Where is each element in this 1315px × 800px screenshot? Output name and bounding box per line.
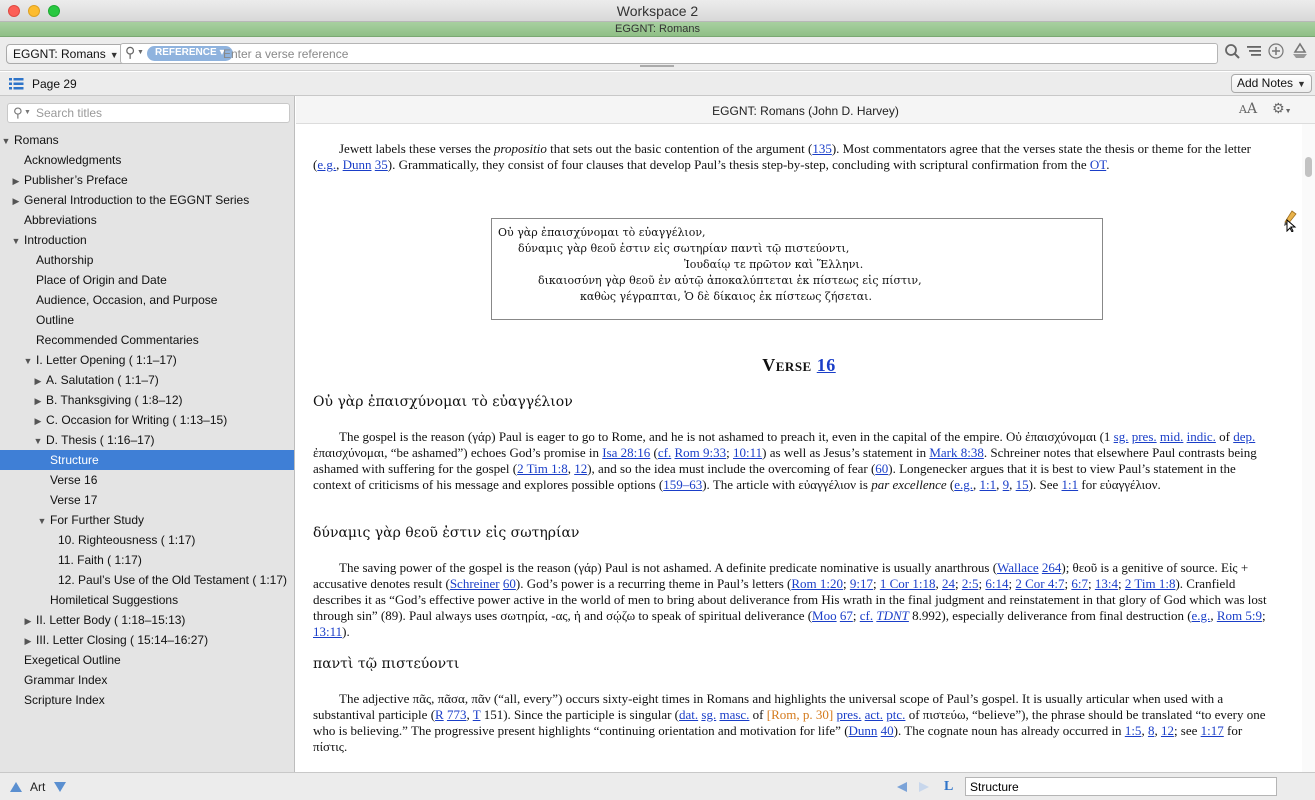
reference-link[interactable]: pres. (1131, 429, 1157, 444)
reference-link[interactable]: 10:11 (733, 445, 763, 460)
location-input[interactable] (970, 779, 1270, 794)
sidebar-item-label: For Further Study (50, 513, 145, 527)
reference-box[interactable] (120, 43, 1218, 64)
reference-link[interactable]: pres. (836, 707, 862, 722)
window-title: Workspace 2 (616, 3, 699, 19)
verse-number-link[interactable]: 16 (816, 355, 836, 375)
page-label: Page 29 (32, 77, 77, 91)
greek-line: Οὐ γὰρ ἐπαισχύνομαι τὸ εὐαγγέλιον, (498, 226, 706, 239)
sidebar-item[interactable] (0, 630, 294, 650)
link-set-icon[interactable]: L (944, 779, 954, 794)
sidebar-item-label: A. Salutation ( 1:1–7) (46, 373, 159, 387)
gear-icon[interactable]: ⚙▼ (1272, 100, 1292, 116)
paragraph: The gospel is the reason (γάρ) Paul is eager to go to Rome, and he is not ashamed to preach it, even in the capital of the empire. Οὐ ἐπαισχύνομαι (1 sg. pres. mid. indic. of dep. ἐπαισχύνομαι, “be ashamed”) echoes God’s promise in Isa 28:16 (cf. Rom 9:33; 10:11) as well as Jesus’s statement in Mark 8:38. Schreiner notes that elsewhere Paul contrasts being ashamed with suffering for the gospel (2 Tim 1:8, 12), and so the idea must include the overcoming of fear (60). Longenecker argues that it is best to view Paul’s statement in the context of criticisms of his message and explores possible options (159–63). The article with εὐαγγέλιον is par excellence (e.g., 1:1, 9, 15). See 1:1 for εὐαγγέλιον. (313, 429, 1257, 492)
sidebar-item-label: Structure (50, 453, 99, 467)
sidebar-item[interactable] (0, 370, 294, 390)
resource-title: EGGNT: Romans (615, 23, 700, 35)
paragraph: The adjective πᾶς, πᾶσα, πᾶν (“all, every”) occurs sixty-eight times in Romans and highlights the universal scope of Paul’s gospel. It is usually articular when used with a substantival participle (R 773, T 151). Since the participle is singular (dat. sg. masc. of [Rom, p. 30] pres. act. ptc. of πιστεύω, “believe”), the phrase should be translated “to every one who is believing.” The progressive present highlights “continuing orientation and motivation for life” (Dunn 40). The cognate noun has already occurred in 1:5, 8, 12; see 1:17 for πίστις. (313, 691, 1266, 754)
reference-link[interactable]: 12 (574, 461, 588, 476)
sidebar-item-label: D. Thesis ( 1:16–17) (46, 433, 155, 447)
title-search-input[interactable] (36, 106, 276, 120)
reference-link[interactable]: 35 (374, 157, 388, 172)
window-titlebar (0, 0, 1315, 22)
resize-handle[interactable] (640, 65, 674, 67)
sidebar-item-label: Scripture Index (24, 693, 105, 707)
greek-line: Ἰουδαίῳ τε πρῶτον καὶ Ἕλληνι. (684, 258, 864, 271)
resource-selector-label: EGGNT: Romans (13, 47, 106, 61)
sidebar-item[interactable] (0, 150, 294, 170)
reference-input[interactable] (223, 46, 1203, 61)
sidebar-item[interactable] (0, 570, 294, 590)
reference-link[interactable]: 15 (1015, 477, 1029, 492)
chevron-down-icon: ▼ (109, 50, 119, 60)
reference-link[interactable]: e.g. (317, 157, 337, 172)
reference-link[interactable]: act. (864, 707, 884, 722)
disclosure-closed-icon[interactable]: ▶ (12, 196, 20, 206)
reference-link[interactable]: 159–63 (663, 477, 703, 492)
chevron-down-icon: ▼ (137, 49, 144, 56)
sidebar-item[interactable] (0, 430, 294, 450)
reference-link[interactable]: 67 (839, 608, 853, 623)
bottom-bar (0, 772, 1315, 800)
sidebar-item-label: Homiletical Suggestions (50, 593, 179, 607)
sidebar-item-label: B. Thanksgiving ( 1:8–12) (46, 393, 183, 407)
disclosure-closed-icon[interactable]: ▶ (34, 376, 42, 386)
sidebar-item[interactable] (0, 510, 294, 530)
reference-link[interactable]: 1:5 (1124, 723, 1142, 738)
sidebar-item[interactable] (0, 290, 294, 310)
sidebar-item[interactable] (0, 550, 294, 570)
search-icon: ⚲ (13, 105, 23, 120)
reference-link[interactable]: 40 (880, 723, 894, 738)
reference-link[interactable]: 9 (1002, 477, 1010, 492)
sidebar-item[interactable] (0, 490, 294, 510)
reference-link[interactable]: sg. (701, 707, 717, 722)
sidebar-item-label: Authorship (36, 253, 94, 267)
reference-link[interactable]: 24 (942, 576, 955, 591)
sidebar-item-label: Recommended Commentaries (36, 333, 199, 347)
sidebar-item-label: C. Occasion for Writing ( 1:13–15) (46, 413, 228, 427)
sidebar-item-label: 10. Righteousness ( 1:17) (58, 533, 196, 547)
add-icon[interactable] (1268, 43, 1284, 63)
sidebar-item[interactable] (0, 210, 294, 230)
disclosure-open-icon[interactable]: ▼ (11, 236, 21, 246)
reference-link[interactable]: OT (1089, 157, 1107, 172)
reference-link[interactable]: Dunn (848, 723, 878, 738)
sidebar-item[interactable] (0, 530, 294, 550)
disclosure-open-icon[interactable]: ▼ (33, 436, 43, 446)
reference-link[interactable]: dep. (1233, 429, 1256, 444)
reference-link[interactable]: cf. (859, 608, 874, 623)
back-arrow-icon[interactable] (896, 780, 908, 798)
disclosure-closed-icon[interactable]: ▶ (34, 396, 42, 406)
sidebar (0, 96, 295, 772)
chevron-down-icon: ▼ (24, 109, 31, 116)
reference-link[interactable]: 2 Tim 1:8 (517, 461, 568, 476)
sidebar-item-label: 11. Faith ( 1:17) (58, 553, 142, 567)
reference-link[interactable]: 1 Cor 1:18 (879, 576, 936, 591)
reference-link[interactable]: R (435, 707, 444, 722)
reference-link[interactable]: masc. (719, 707, 750, 722)
reference-link[interactable]: 60 (875, 461, 889, 476)
reference-tag-label: REFERENCE (155, 47, 217, 58)
reference-link[interactable]: Rom 5:9 (1216, 608, 1262, 623)
greek-line: δικαιοσύνη γὰρ θεοῦ ἐν αὐτῷ ἀποκαλύπτεται ἐκ πίστεως εἰς πίστιν, (538, 274, 922, 287)
reference-link[interactable]: Mark 8:38 (929, 445, 984, 460)
content-scrollbar[interactable] (1302, 124, 1315, 772)
sidebar-item[interactable] (0, 390, 294, 410)
highlighter-icon[interactable] (1282, 210, 1298, 237)
sidebar-item-label: Introduction (24, 233, 87, 247)
sidebar-item[interactable] (0, 670, 294, 690)
sidebar-item[interactable] (0, 270, 294, 290)
sidebar-item[interactable] (0, 170, 294, 190)
reference-link[interactable]: e.g. (1191, 608, 1211, 623)
content-header (296, 96, 1315, 124)
list-icon[interactable] (1246, 43, 1262, 63)
sidebar-item[interactable] (0, 230, 294, 250)
sidebar-item-label: Acknowledgments (24, 153, 122, 167)
content-pane (296, 124, 1302, 772)
reference-type-tag[interactable]: REFERENCE ▾ (147, 46, 233, 61)
triangle-down-icon[interactable] (53, 780, 67, 798)
sidebar-item[interactable] (0, 690, 294, 710)
sidebar-item[interactable] (0, 410, 294, 430)
sidebar-item[interactable] (0, 350, 294, 370)
recycle-icon[interactable] (1290, 42, 1310, 64)
book-title: EGGNT: Romans (John D. Harvey) (712, 104, 899, 118)
sidebar-item-label: Outline (36, 313, 75, 327)
reference-link[interactable]: Dunn (342, 157, 372, 172)
reference-link[interactable]: 264 (1041, 560, 1062, 575)
disclosure-open-icon[interactable]: ▼ (37, 516, 47, 526)
sidebar-item[interactable] (0, 250, 294, 270)
link[interactable]: 135 (812, 141, 832, 156)
disclosure-closed-icon[interactable]: ▶ (12, 176, 20, 186)
title-search-box[interactable] (7, 103, 290, 123)
sidebar-item-label: Verse 17 (50, 493, 98, 507)
reference-link[interactable]: 13:4 (1094, 576, 1118, 591)
sidebar-item[interactable] (0, 130, 294, 150)
reference-link[interactable]: cf. (657, 445, 672, 460)
reference-link[interactable]: sg. (1113, 429, 1129, 444)
reference-link[interactable]: Moo (812, 608, 837, 623)
reference-link[interactable]: 8 (1147, 723, 1155, 738)
scrollbar-thumb[interactable] (1305, 157, 1312, 177)
verse-heading (296, 355, 1302, 376)
reference-link[interactable]: dat. (679, 707, 699, 722)
reference-link[interactable]: 1:1 (979, 477, 997, 492)
reference-link[interactable]: 2:5 (961, 576, 979, 591)
text-size-icon[interactable]: AA (1239, 101, 1258, 117)
sidebar-item-label: Audience, Occasion, and Purpose (36, 293, 218, 307)
paragraph: The saving power of the gospel is the reason (γάρ) Paul is not ashamed. A definite predicate nominative is usually anarthrous (Wallace 264); θεοῦ is a genitive of source. Εἰς + accusative denotes result (Schreiner 60). God’s power is a recurring theme in Paul’s letters (Rom 1:20; 9:17; 1 Cor 1:18, 24; 2:5; 6:14; 2 Cor 4:7; 6:7; 13:4; 2 Tim 1:8). Cranfield describes it as “God’s effective power active in the world of men to bring about deliverance from His wrath in the final judgment and reinstatement in that glory of God which was lost through sin” (89). Paul always uses σωτηρία, -ας, ἡ and σῴζω to speak of spiritual deliverance (Moo 67; cf. TDNT 8.992), especially deliverance from final destruction (e.g., Rom 5:9; 13:11). (313, 560, 1267, 639)
paragraph: Jewett labels these verses the propositio that sets out the basic contention of the argument (135). Most commentators agree that the verses state the thesis or theme for the letter (e.g., Dunn 35). Grammatically, they consist of four clauses that develop Paul’s thesis step-by-step, concluding with scriptural confirmation from the OT. (313, 141, 1251, 172)
reference-link[interactable]: Rom 9:33 (674, 445, 727, 460)
search-icon[interactable]: ⚲ (125, 44, 136, 60)
sidebar-item[interactable] (0, 650, 294, 670)
sidebar-item-label: Grammar Index (24, 673, 108, 687)
sidebar-item-label: III. Letter Closing ( 15:14–16:27) (36, 633, 209, 647)
sidebar-item[interactable] (0, 590, 294, 610)
disclosure-closed-icon[interactable]: ▶ (24, 636, 32, 646)
reference-link[interactable]: 12 (1160, 723, 1174, 738)
reference-link[interactable]: 1:17 (1200, 723, 1224, 738)
sidebar-item[interactable] (0, 450, 294, 470)
disclosure-closed-icon[interactable]: ▶ (24, 616, 32, 626)
sidebar-item[interactable] (0, 190, 294, 210)
reference-link[interactable]: Schreiner (449, 576, 500, 591)
sidebar-item-label: 12. Paul’s Use of the Old Testament ( 1:17) (58, 573, 288, 587)
reference-link[interactable]: ptc. (886, 707, 906, 722)
section-heading: δύναμις γὰρ θεοῦ ἐστιν εἰς σωτηρίαν (313, 525, 580, 541)
disclosure-closed-icon[interactable]: ▶ (34, 416, 42, 426)
reference-link[interactable]: Rom 1:20 (791, 576, 843, 591)
sidebar-item-label: General Introduction to the EGGNT Series (24, 193, 250, 207)
sidebar-item[interactable] (0, 330, 294, 350)
reference-link[interactable]: 13:11 (313, 624, 343, 639)
sidebar-item-label: Romans (14, 133, 59, 147)
sidebar-item-label: Abbreviations (24, 213, 97, 227)
sidebar-item-label: Place of Origin and Date (36, 273, 167, 287)
location-field[interactable] (965, 777, 1277, 796)
sidebar-item[interactable] (0, 310, 294, 330)
page-bar (0, 72, 1315, 96)
art-label: Art (30, 780, 46, 794)
reference-link[interactable]: indic. (1186, 429, 1216, 444)
reference-link[interactable]: Isa 28:16 (602, 445, 651, 460)
reference-link[interactable]: T (472, 707, 481, 722)
sidebar-item[interactable] (0, 610, 294, 630)
sidebar-item-label: II. Letter Body ( 1:18–15:13) (36, 613, 186, 627)
greek-text-box (491, 218, 1103, 320)
sidebar-item-label: Verse 16 (50, 473, 98, 487)
sidebar-item-label: I. Letter Opening ( 1:1–17) (36, 353, 177, 367)
reference-link[interactable]: TDNT (876, 608, 909, 623)
greek-line: καθὼς γέγραπται, Ὁ δὲ δίκαιος ἐκ πίστεως ζήσεται. (580, 290, 872, 303)
disclosure-open-icon[interactable]: ▼ (23, 356, 33, 366)
table-of-contents (0, 130, 294, 710)
reference-link[interactable]: 6:14 (985, 576, 1009, 591)
reference-link[interactable]: 773 (446, 707, 467, 722)
reference-link[interactable]: 2 Tim 1:8 (1124, 576, 1176, 591)
section-heading: Οὐ γὰρ ἐπαισχύνομαι τὸ εὐαγγέλιον (313, 394, 573, 410)
triangle-up-icon[interactable] (9, 780, 23, 798)
add-notes-button[interactable] (1231, 74, 1312, 93)
resource-title-bar (0, 22, 1315, 37)
resource-selector[interactable] (6, 44, 126, 64)
reference-link[interactable]: 2 Cor 4:7 (1015, 576, 1065, 591)
add-notes-label: Add Notes (1237, 76, 1294, 90)
reference-link[interactable]: 9:17 (849, 576, 873, 591)
reference-link[interactable]: Wallace (997, 560, 1039, 575)
greek-line: δύναμις γὰρ θεοῦ ἐστιν εἰς σωτηρίαν παντὶ τῷ πιστεύοντι, (518, 242, 850, 255)
disclosure-open-icon[interactable]: ▼ (1, 136, 11, 146)
chevron-down-icon: ▼ (1297, 79, 1306, 89)
reference-link[interactable]: mid. (1159, 429, 1184, 444)
table-of-contents-icon[interactable] (9, 77, 24, 96)
reference-link[interactable]: e.g. (954, 477, 974, 492)
reference-link[interactable]: 60 (502, 576, 516, 591)
section-heading: παντὶ τῷ πιστεύοντι (313, 656, 460, 672)
search-icon[interactable] (1224, 43, 1240, 63)
sidebar-item-label: Publisher’s Preface (24, 173, 128, 187)
reference-link[interactable]: 1:1 (1061, 477, 1079, 492)
verse-heading-word: Verse (762, 355, 812, 375)
sidebar-item[interactable] (0, 470, 294, 490)
forward-arrow-icon[interactable] (918, 780, 930, 798)
reference-link[interactable]: 6:7 (1071, 576, 1088, 591)
sidebar-item-label: Exegetical Outline (24, 653, 121, 667)
